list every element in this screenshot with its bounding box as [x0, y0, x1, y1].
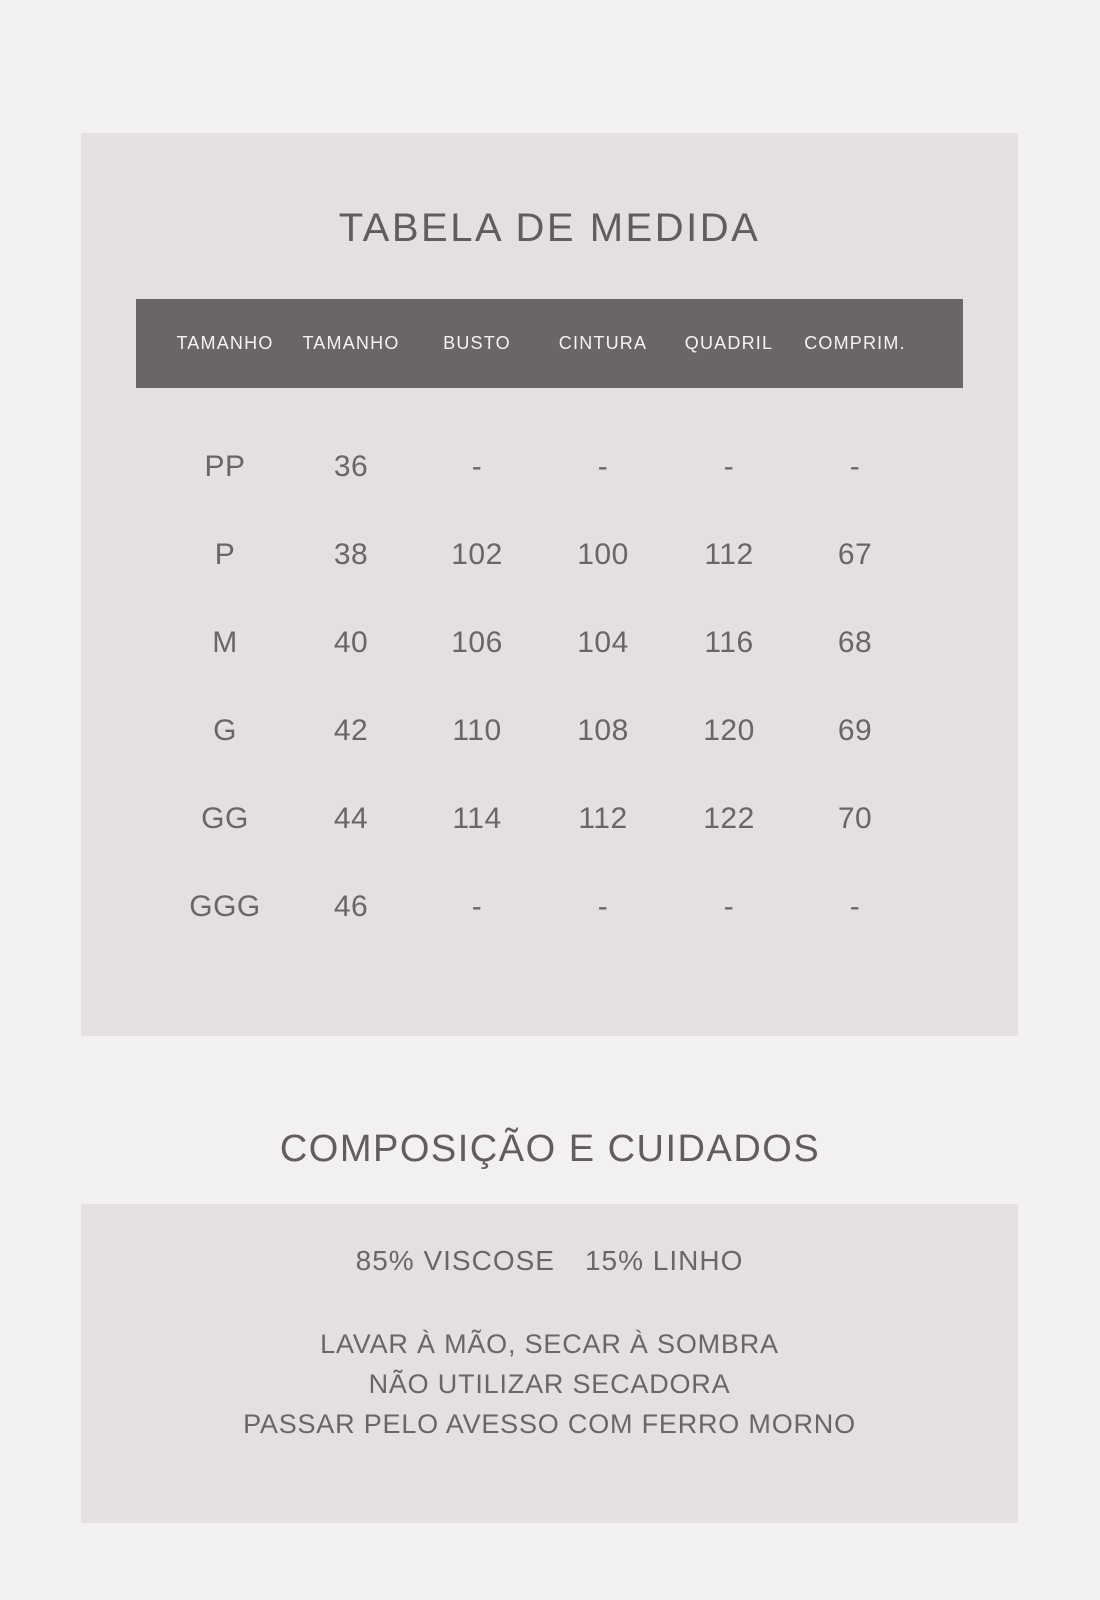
cell-cintura: 100 [577, 538, 629, 571]
size-chart-title: TABELA DE MEDIDA [338, 206, 761, 250]
cell-cintura: 112 [578, 802, 628, 835]
size-chart-panel [81, 133, 1018, 1036]
cell-busto: 110 [452, 714, 502, 747]
size-label: PP [204, 450, 246, 483]
size-label: P [214, 538, 236, 571]
cell-busto: - [471, 450, 483, 483]
cell-quadril: 120 [703, 714, 755, 747]
care-line-dryer: NÃO UTILIZAR SECADORA [368, 1369, 731, 1399]
table-row-gg [136, 775, 963, 863]
cell-quadril: - [723, 890, 735, 923]
table-row-g [136, 687, 963, 775]
size-label: GGG [189, 890, 261, 923]
cell-comprimento: 69 [837, 714, 873, 747]
care-instructions [81, 1324, 1018, 1444]
cell-comprimento: 70 [837, 802, 873, 835]
composition-linho: 15% LINHO [584, 1245, 744, 1276]
cell-quadril: 116 [704, 626, 754, 659]
size-label: GG [201, 802, 249, 835]
cell-tamanho: 42 [333, 714, 369, 747]
table-row-m [136, 599, 963, 687]
composition-viscose: 85% VISCOSE [355, 1245, 555, 1276]
cell-comprimento: - [849, 450, 861, 483]
cell-quadril: 122 [703, 802, 755, 835]
cell-tamanho: 44 [333, 802, 369, 835]
care-line-iron: PASSAR PELO AVESSO COM FERRO MORNO [243, 1409, 856, 1439]
cell-cintura: 104 [577, 626, 629, 659]
care-section-title: COMPOSIÇÃO E CUIDADOS [279, 1128, 821, 1170]
column-header-cintura: CINTURA [558, 333, 648, 353]
table-row-ggg [136, 863, 963, 951]
column-header-quadril: QUADRIL [684, 333, 774, 353]
column-header-tamanho-2: TAMANHO [302, 333, 400, 353]
cell-cintura: - [597, 890, 609, 923]
size-chart-header-row [136, 299, 963, 388]
care-line-wash: LAVAR À MÃO, SECAR À SOMBRA [320, 1329, 779, 1359]
table-row-p [136, 511, 963, 599]
column-header-tamanho-1: TAMANHO [176, 333, 274, 353]
cell-tamanho: 36 [333, 450, 369, 483]
cell-busto: 106 [451, 626, 503, 659]
cell-quadril: - [723, 450, 735, 483]
cell-busto: - [471, 890, 483, 923]
cell-tamanho: 40 [333, 626, 369, 659]
column-header-busto: BUSTO [443, 333, 511, 353]
cell-quadril: 112 [704, 538, 754, 571]
cell-tamanho: 46 [333, 890, 369, 923]
cell-cintura: 108 [577, 714, 629, 747]
size-label: M [212, 626, 238, 659]
cell-busto: 102 [451, 538, 503, 571]
cell-cintura: - [597, 450, 609, 483]
column-header-comprimento: COMPRIM. [804, 333, 906, 353]
size-chart-body [136, 423, 963, 951]
composition-text [81, 1238, 1018, 1284]
cell-comprimento: 67 [837, 538, 873, 571]
cell-comprimento: - [849, 890, 861, 923]
size-label: G [213, 714, 237, 747]
table-row-pp [136, 423, 963, 511]
cell-comprimento: 68 [837, 626, 873, 659]
cell-tamanho: 38 [333, 538, 369, 571]
care-panel [81, 1204, 1018, 1523]
cell-busto: 114 [452, 802, 502, 835]
